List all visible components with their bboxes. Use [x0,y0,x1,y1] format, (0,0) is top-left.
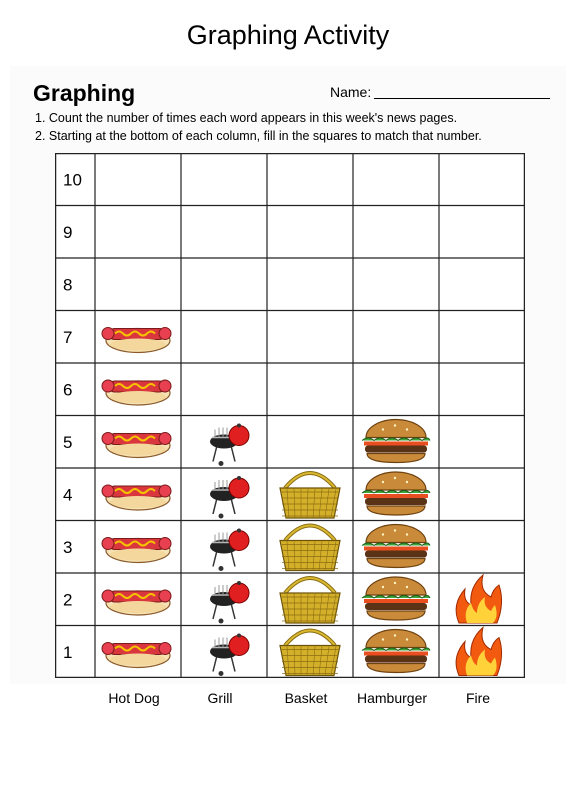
y-tick-label: 8 [63,275,73,295]
y-tick-label: 10 [63,170,82,190]
y-tick-label: 1 [63,642,73,662]
category-label: Basket [284,690,328,706]
name-label: Name: [330,84,372,100]
category-label: Hamburger [356,690,428,706]
pictograph-chart [55,153,525,678]
name-field[interactable] [374,98,550,99]
y-tick-label: 9 [63,222,73,242]
instruction-2: 2. Starting at the bottom of each column, fill in the squares to match that number. [35,129,482,143]
y-tick-label: 5 [63,432,73,452]
worksheet-title: Graphing [33,80,136,106]
page-title: Graphing Activity [186,20,390,50]
category-label: Hot Dog [108,690,160,706]
y-tick-label: 4 [63,485,73,505]
y-tick-label: 6 [63,380,73,400]
category-label: Fire [465,690,491,706]
y-tick-label: 2 [63,590,73,610]
y-tick-label: 7 [63,327,73,347]
pictograph-grid [55,153,525,678]
y-tick-label: 3 [63,537,73,557]
category-label: Grill [207,690,233,706]
instruction-1: 1. Count the number of times each word appears in this week's news pages. [35,111,458,125]
